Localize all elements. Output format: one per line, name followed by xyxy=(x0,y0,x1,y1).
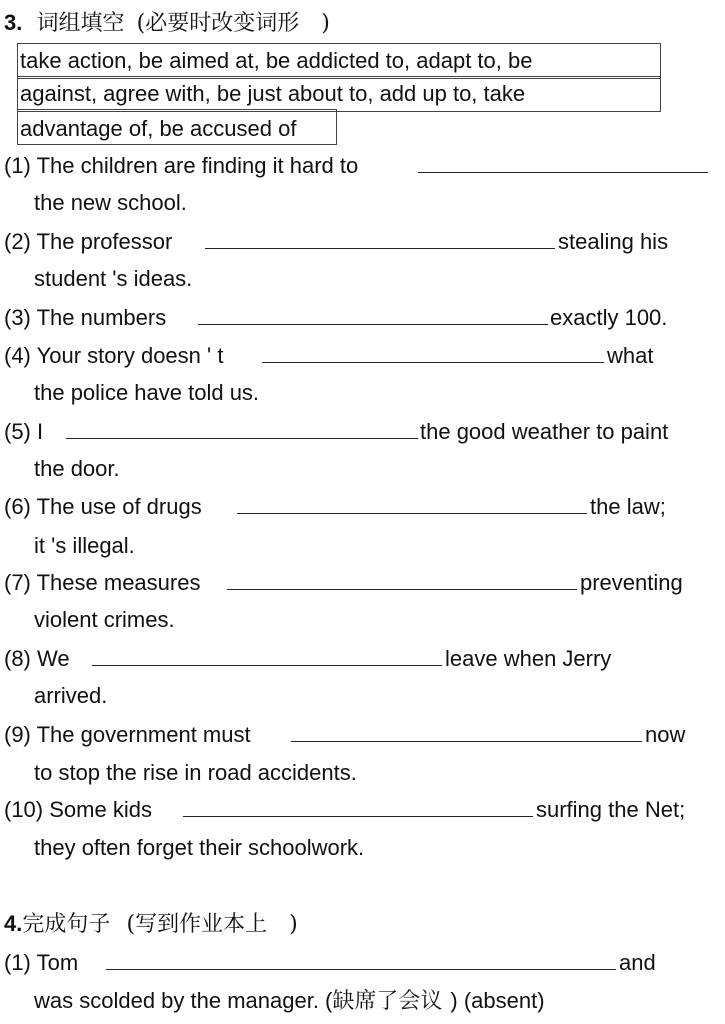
question-8 xyxy=(4,646,70,672)
section-3-number: 3. xyxy=(4,10,23,35)
question-text: The children are finding it hard to xyxy=(36,153,359,178)
chinese-hint: 缺席了会议 xyxy=(332,989,443,1014)
question-text: The government must xyxy=(36,722,251,747)
question-8-continuation: arrived. xyxy=(34,683,108,708)
question-6 xyxy=(4,494,202,520)
question-7 xyxy=(4,570,200,596)
answer-blank-5[interactable] xyxy=(66,438,418,439)
question-number: (2) xyxy=(4,229,31,254)
question-8-after: leave when Jerry xyxy=(445,646,612,671)
question-text: Your story doesn ' t xyxy=(36,343,224,368)
question-number: (6) xyxy=(4,494,31,519)
question-5-continuation: the door. xyxy=(34,456,120,481)
answer-blank-4[interactable] xyxy=(262,362,604,363)
question-1 xyxy=(4,153,358,179)
question-10-continuation: they often forget their schoolwork. xyxy=(34,835,365,860)
section-4-number: 4. xyxy=(4,911,23,936)
sentence-1-after: and xyxy=(619,950,656,975)
question-3 xyxy=(4,305,166,331)
question-10 xyxy=(4,797,152,823)
question-text: These measures xyxy=(36,570,201,595)
question-9 xyxy=(4,722,251,748)
question-7-after: preventing xyxy=(580,570,683,595)
question-5-after: the good weather to paint xyxy=(420,419,669,444)
question-number: (9) xyxy=(4,722,31,747)
question-2-continuation: student 's ideas. xyxy=(34,266,193,291)
question-5 xyxy=(4,419,43,445)
question-text: Some kids xyxy=(49,797,152,822)
question-number: (3) xyxy=(4,305,31,330)
section-4-note: (写到作业本上 ) xyxy=(126,912,298,937)
answer-blank-3[interactable] xyxy=(198,324,548,325)
question-text: The numbers xyxy=(36,305,167,330)
question-number: (5) xyxy=(4,419,31,444)
section-4-title: 完成句子 xyxy=(22,912,111,937)
continuation-text: was scolded by the manager. ( xyxy=(34,988,333,1013)
question-number: (10) xyxy=(4,797,44,822)
question-1-continuation: the new school. xyxy=(34,190,187,215)
answer-blank-6[interactable] xyxy=(237,513,587,514)
question-4-after: what xyxy=(607,343,654,368)
answer-blank-9[interactable] xyxy=(291,741,642,742)
question-6-after: the law; xyxy=(590,494,666,519)
question-number: (4) xyxy=(4,343,31,368)
question-number: (1) xyxy=(4,950,31,975)
word-box-line-1: take action, be aimed at, be addicted to, adapt to, be xyxy=(20,48,533,73)
question-4-continuation: the police have told us. xyxy=(34,380,260,405)
question-text: The use of drugs xyxy=(36,494,202,519)
answer-blank-8[interactable] xyxy=(92,665,442,666)
section-3-heading xyxy=(4,10,330,37)
sentence-1-continuation xyxy=(34,988,545,1015)
question-10-after: surfing the Net; xyxy=(536,797,686,822)
word-hint: ) (absent) xyxy=(450,988,545,1013)
word-box-line-3: advantage of, be accused of xyxy=(20,116,297,141)
question-number: (7) xyxy=(4,570,31,595)
question-2 xyxy=(4,229,172,255)
section-3-title: 词组填空 xyxy=(36,11,125,36)
question-9-continuation: to stop the rise in road accidents. xyxy=(34,760,357,785)
question-9-after: now xyxy=(645,722,686,747)
answer-blank-s4-1[interactable] xyxy=(106,969,616,970)
section-3-note: (必要时改变词形 ) xyxy=(136,11,330,36)
question-4 xyxy=(4,343,223,369)
sentence-1 xyxy=(4,950,78,976)
question-number: (8) xyxy=(4,646,31,671)
question-text: Tom xyxy=(36,950,79,975)
question-number: (1) xyxy=(4,153,31,178)
answer-blank-2[interactable] xyxy=(205,248,555,249)
question-7-continuation: violent crimes. xyxy=(34,607,175,632)
answer-blank-7[interactable] xyxy=(227,589,577,590)
question-3-after: exactly 100. xyxy=(550,305,668,330)
word-box-line-2: against, agree with, be just about to, add up to, take xyxy=(20,81,526,106)
answer-blank-1[interactable] xyxy=(418,172,708,173)
question-2-after: stealing his xyxy=(558,229,669,254)
question-text: We xyxy=(37,646,70,671)
section-4-heading xyxy=(4,911,298,938)
question-text: I xyxy=(37,419,44,444)
question-text: The professor xyxy=(36,229,173,254)
question-6-continuation: it 's illegal. xyxy=(34,533,135,558)
answer-blank-10[interactable] xyxy=(183,816,533,817)
